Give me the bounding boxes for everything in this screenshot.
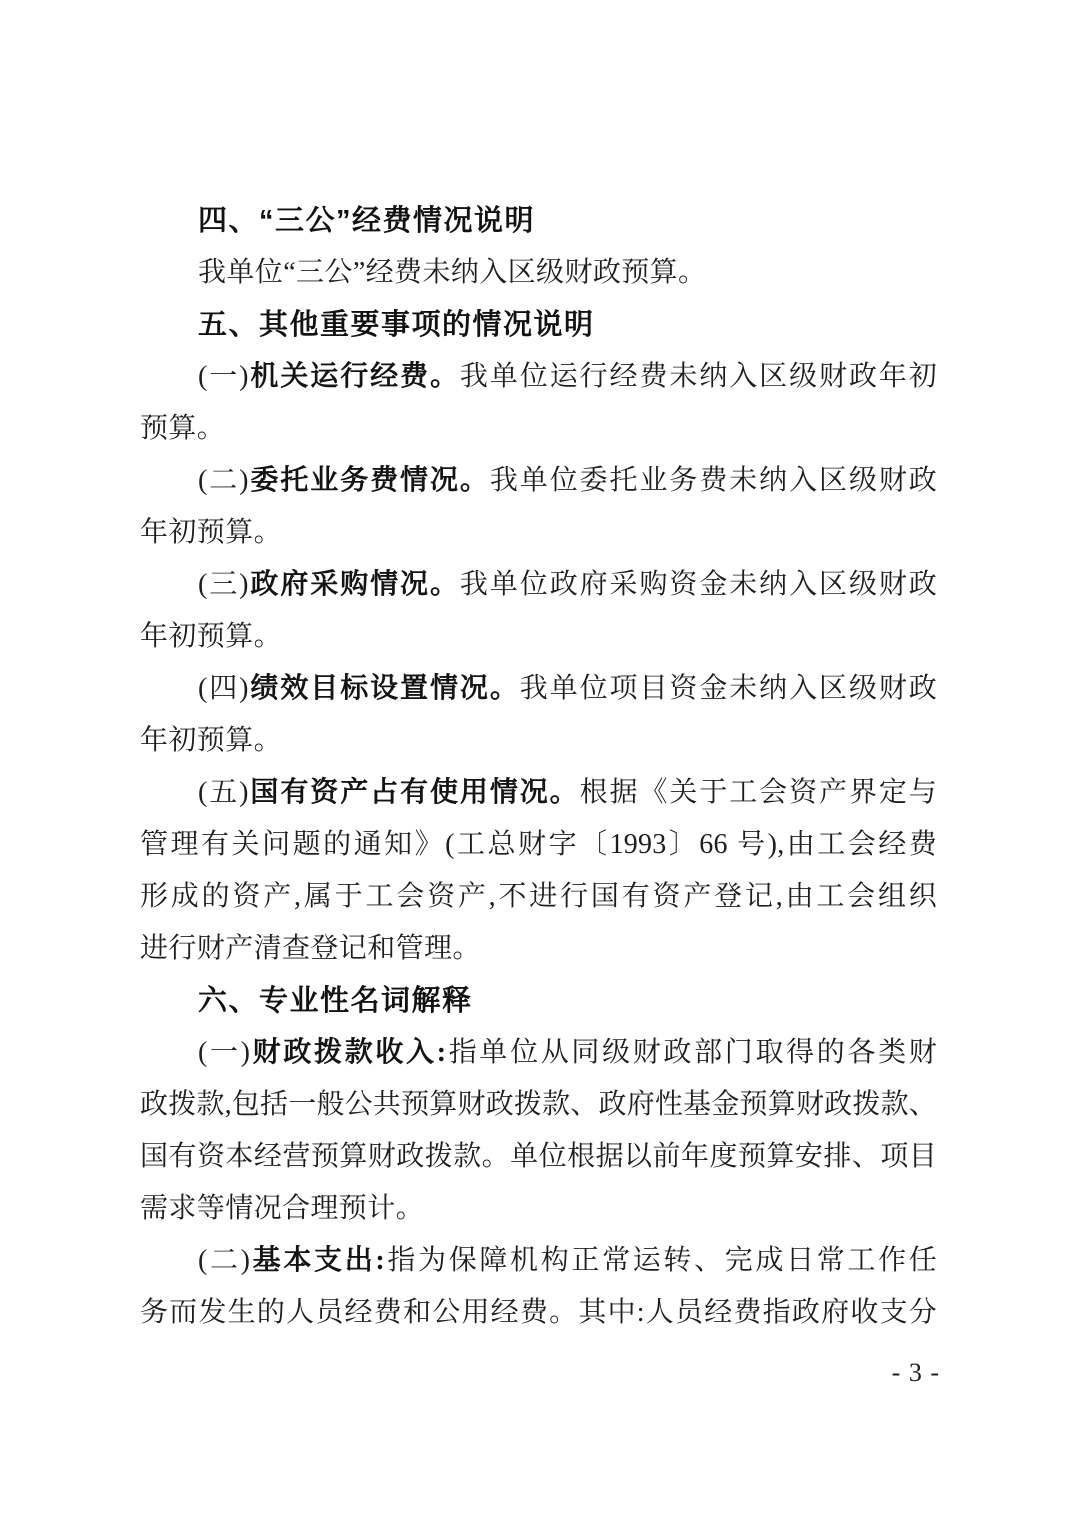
text-run: 形成的资产,属于工会资产,不进行国有资产登记,由工会组织 xyxy=(140,881,937,912)
text-line xyxy=(140,1235,937,1287)
term-emphasis: 机关运行经费。 xyxy=(248,361,460,392)
text-run: 进行财产清查登记和管理。 xyxy=(140,933,481,964)
text-run: (五) xyxy=(198,777,249,808)
term-emphasis: 国有资产占有使用情况。 xyxy=(248,777,580,808)
section-heading xyxy=(140,299,937,351)
text-run: 六、专业性名词解释 xyxy=(198,985,473,1017)
text-line xyxy=(140,351,937,403)
text-run: 年初预算。 xyxy=(140,517,283,548)
text-line xyxy=(140,663,937,715)
text-run: 年初预算。 xyxy=(140,621,283,652)
document-body xyxy=(140,195,937,1339)
text-run: 我单位政府采购资金未纳入区级财政 xyxy=(459,569,938,600)
text-run: 指为保障机构正常运转、完成日常工作任 xyxy=(384,1245,937,1276)
section-heading xyxy=(140,975,937,1027)
text-run: 需求等情况合理预计。 xyxy=(140,1193,425,1224)
text-line xyxy=(140,1287,937,1339)
text-line xyxy=(140,715,937,767)
text-run: 预算。 xyxy=(140,413,226,444)
text-line xyxy=(140,819,937,871)
text-run: (四) xyxy=(198,673,249,704)
text-run: 我单位“三公”经费未纳入区级财政预算。 xyxy=(198,257,707,288)
text-run: 务而发生的人员经费和公用经费。其中:人员经费指政府收支分 xyxy=(140,1297,937,1328)
text-line xyxy=(140,611,937,663)
text-run: 根据《关于工会资产界定与 xyxy=(579,777,938,808)
text-run: 我单位委托业务费未纳入区级财政 xyxy=(489,465,937,496)
text-line xyxy=(140,1131,937,1183)
section-heading xyxy=(140,195,937,247)
text-line xyxy=(140,455,937,507)
text-run: 我单位运行经费未纳入区级财政年初 xyxy=(459,361,938,392)
term-emphasis: 财政拨款收入: xyxy=(250,1037,447,1068)
term-emphasis: 绩效目标设置情况。 xyxy=(248,673,520,704)
text-run: (一) xyxy=(198,361,249,392)
text-line xyxy=(140,767,937,819)
text-line xyxy=(140,559,937,611)
text-run: (一) xyxy=(198,1037,251,1068)
text-run: 四、“三公”经费情况说明 xyxy=(198,205,536,237)
text-run: (三) xyxy=(198,569,249,600)
term-emphasis: 政府采购情况。 xyxy=(248,569,460,600)
page-number: - 3 - xyxy=(891,1358,940,1387)
text-run: (二) xyxy=(198,1245,251,1276)
text-run: (二) xyxy=(198,465,249,496)
text-line xyxy=(140,871,937,923)
text-line xyxy=(140,1027,937,1079)
text-line xyxy=(140,1183,937,1235)
text-run: 国有资本经营预算财政拨款。单位根据以前年度预算安排、项目 xyxy=(140,1141,937,1172)
term-emphasis: 基本支出: xyxy=(250,1245,385,1276)
text-line xyxy=(140,1079,937,1131)
text-run: 政拨款,包括一般公共预算财政拨款、政府性基金预算财政拨款、 xyxy=(140,1089,937,1120)
text-run: 我单位项目资金未纳入区级财政 xyxy=(519,673,937,704)
text-line xyxy=(140,923,937,975)
text-line xyxy=(140,507,937,559)
text-run: 管理有关问题的通知》(工总财字〔1993〕66 号),由工会经费 xyxy=(140,829,937,860)
term-emphasis: 委托业务费情况。 xyxy=(248,465,490,496)
text-run: 指单位从同级财政部门取得的各类财 xyxy=(446,1037,938,1068)
text-line xyxy=(140,403,937,455)
text-run: 五、其他重要事项的情况说明 xyxy=(198,309,595,341)
text-run: 年初预算。 xyxy=(140,725,283,756)
text-line xyxy=(140,247,937,299)
